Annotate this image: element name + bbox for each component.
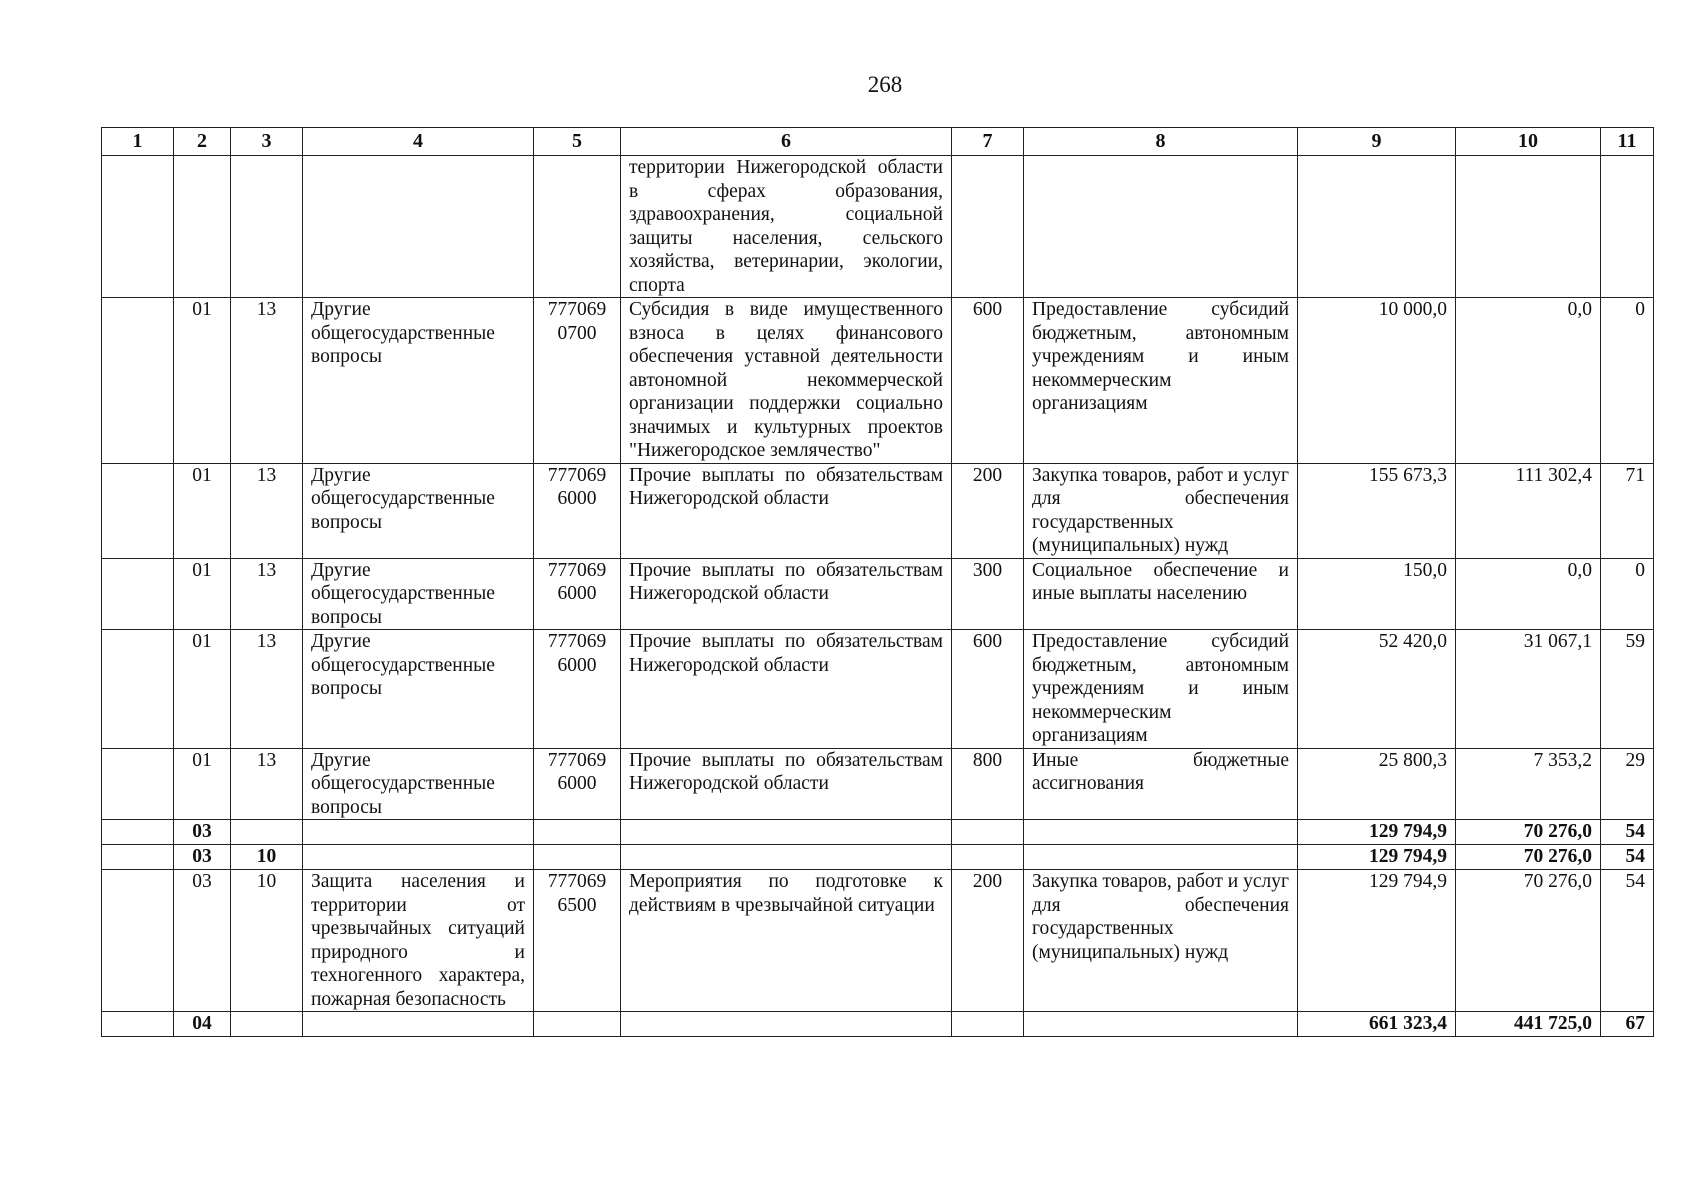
column-header-5: 5 [534, 128, 621, 156]
cell-col1 [102, 463, 174, 558]
cell-target-code [534, 820, 621, 845]
cell-target-code [534, 1012, 621, 1037]
column-header-9: 9 [1298, 128, 1456, 156]
cell-subsection-name [303, 156, 534, 298]
cell-expense-name: Предоставление субсидий бюджетным, автономным учреждениям и иным некоммерческим организациям [1024, 298, 1298, 464]
cell-percent [1601, 156, 1654, 298]
cell-expense-name: Социальное обеспечение и иные выплаты населению [1024, 558, 1298, 630]
cell-expense-type [952, 820, 1024, 845]
column-header-10: 10 [1456, 128, 1601, 156]
cell-planned: 129 794,9 [1298, 820, 1456, 845]
cell-col1 [102, 820, 174, 845]
cell-executed [1456, 156, 1601, 298]
column-header-11: 11 [1601, 128, 1654, 156]
cell-expense-type: 600 [952, 298, 1024, 464]
cell-expense-type [952, 156, 1024, 298]
cell-subsection-name [303, 1012, 534, 1037]
cell-col1 [102, 558, 174, 630]
cell-executed: 7 353,2 [1456, 748, 1601, 820]
cell-target-name: Прочие выплаты по обязательствам Нижегородской области [621, 558, 952, 630]
cell-subsection: 13 [231, 748, 303, 820]
cell-target-code: 777069 0700 [534, 298, 621, 464]
cell-col1 [102, 748, 174, 820]
cell-expense-type: 200 [952, 870, 1024, 1012]
table-row [102, 463, 1654, 558]
cell-subsection-name: Другие общегосударственные вопросы [303, 630, 534, 749]
cell-col1 [102, 156, 174, 298]
cell-planned [1298, 156, 1456, 298]
cell-percent: 67 [1601, 1012, 1654, 1037]
cell-percent: 54 [1601, 820, 1654, 845]
cell-target-name [621, 820, 952, 845]
cell-target-name: Прочие выплаты по обязательствам Нижегородской области [621, 630, 952, 749]
cell-target-name: Прочие выплаты по обязательствам Нижегородской области [621, 463, 952, 558]
cell-subsection-name: Другие общегосударственные вопросы [303, 558, 534, 630]
cell-subsection: 13 [231, 558, 303, 630]
cell-executed: 441 725,0 [1456, 1012, 1601, 1037]
subtotal-row [102, 820, 1654, 845]
cell-expense-type: 600 [952, 630, 1024, 749]
cell-expense-name: Иные бюджетные ассигнования [1024, 748, 1298, 820]
cell-planned: 129 794,9 [1298, 845, 1456, 870]
table-row [102, 558, 1654, 630]
cell-section: 04 [174, 1012, 231, 1037]
cell-expense-name [1024, 156, 1298, 298]
cell-section: 03 [174, 820, 231, 845]
cell-percent: 71 [1601, 463, 1654, 558]
cell-percent: 29 [1601, 748, 1654, 820]
cell-planned: 661 323,4 [1298, 1012, 1456, 1037]
cell-target-code [534, 156, 621, 298]
cell-expense-name [1024, 845, 1298, 870]
cell-target-code: 777069 6000 [534, 463, 621, 558]
cell-subsection: 10 [231, 845, 303, 870]
cell-planned: 25 800,3 [1298, 748, 1456, 820]
column-header-1: 1 [102, 128, 174, 156]
cell-subsection-name: Другие общегосударственные вопросы [303, 748, 534, 820]
cell-subsection-name: Другие общегосударственные вопросы [303, 298, 534, 464]
cell-target-name: Прочие выплаты по обязательствам Нижегородской области [621, 748, 952, 820]
cell-target-code: 777069 6000 [534, 630, 621, 749]
cell-executed: 31 067,1 [1456, 630, 1601, 749]
cell-percent: 0 [1601, 298, 1654, 464]
column-header-6: 6 [621, 128, 952, 156]
cell-target-code: 777069 6500 [534, 870, 621, 1012]
cell-executed: 70 276,0 [1456, 845, 1601, 870]
column-header-2: 2 [174, 128, 231, 156]
cell-planned: 150,0 [1298, 558, 1456, 630]
table-row [102, 298, 1654, 464]
cell-target-code: 777069 6000 [534, 558, 621, 630]
cell-section [174, 156, 231, 298]
subtotal-row [102, 845, 1654, 870]
cell-section: 03 [174, 845, 231, 870]
column-header-3: 3 [231, 128, 303, 156]
cell-planned: 155 673,3 [1298, 463, 1456, 558]
cell-subsection: 13 [231, 463, 303, 558]
cell-planned: 10 000,0 [1298, 298, 1456, 464]
column-header-7: 7 [952, 128, 1024, 156]
cell-percent: 59 [1601, 630, 1654, 749]
table-row [102, 748, 1654, 820]
cell-subsection-name: Другие общегосударственные вопросы [303, 463, 534, 558]
cell-executed: 70 276,0 [1456, 870, 1601, 1012]
cell-subsection-name: Защита населения и территории от чрезвычайных ситуаций природного и техногенного характера, пожарная безопасность [303, 870, 534, 1012]
page-number: 268 [867, 72, 903, 97]
cell-expense-name [1024, 820, 1298, 845]
cell-percent: 0 [1601, 558, 1654, 630]
cell-target-name [621, 1012, 952, 1037]
cell-section: 01 [174, 558, 231, 630]
cell-subsection: 13 [231, 630, 303, 749]
cell-subsection [231, 156, 303, 298]
cell-col1 [102, 845, 174, 870]
cell-col1 [102, 1012, 174, 1037]
cell-target-code: 777069 6000 [534, 748, 621, 820]
cell-section: 01 [174, 298, 231, 464]
cell-target-name [621, 845, 952, 870]
cell-expense-type [952, 845, 1024, 870]
column-header-8: 8 [1024, 128, 1298, 156]
cell-subsection: 10 [231, 870, 303, 1012]
table-row [102, 630, 1654, 749]
cell-target-name: Субсидия в виде имущественного взноса в целях финансового обеспечения уставной деятельности автономной некоммерческой организации поддержки социально значимых и культурных проектов "Нижегородское землячество" [621, 298, 952, 464]
cell-expense-type [952, 1012, 1024, 1037]
cell-expense-name: Предоставление субсидий бюджетным, автономным учреждениям и иным некоммерческим организациям [1024, 630, 1298, 749]
cell-planned: 52 420,0 [1298, 630, 1456, 749]
table-row [102, 870, 1654, 1012]
table-row [102, 156, 1654, 298]
cell-section: 01 [174, 630, 231, 749]
cell-target-name: территории Нижегородской области в сферах образования, здравоохранения, социальной защиты населения, сельского хозяйства, ветеринарии, экологии, спорта [621, 156, 952, 298]
cell-col1 [102, 630, 174, 749]
header-row [102, 128, 1654, 156]
cell-subsection-name [303, 820, 534, 845]
cell-executed: 70 276,0 [1456, 820, 1601, 845]
cell-subsection [231, 820, 303, 845]
cell-executed: 111 302,4 [1456, 463, 1601, 558]
cell-subsection: 13 [231, 298, 303, 464]
budget-table [101, 127, 1654, 1037]
cell-percent: 54 [1601, 845, 1654, 870]
subtotal-row [102, 1012, 1654, 1037]
cell-subsection-name [303, 845, 534, 870]
cell-executed: 0,0 [1456, 558, 1601, 630]
cell-section: 01 [174, 748, 231, 820]
cell-expense-name: Закупка товаров, работ и услуг для обеспечения государственных (муниципальных) нужд [1024, 463, 1298, 558]
cell-expense-name: Закупка товаров, работ и услуг для обеспечения государственных (муниципальных) нужд [1024, 870, 1298, 1012]
cell-target-code [534, 845, 621, 870]
cell-executed: 0,0 [1456, 298, 1601, 464]
cell-expense-name [1024, 1012, 1298, 1037]
cell-expense-type: 200 [952, 463, 1024, 558]
cell-percent: 54 [1601, 870, 1654, 1012]
column-header-4: 4 [303, 128, 534, 156]
cell-subsection [231, 1012, 303, 1037]
cell-expense-type: 300 [952, 558, 1024, 630]
cell-col1 [102, 870, 174, 1012]
cell-target-name: Мероприятия по подготовке к действиям в чрезвычайной ситуации [621, 870, 952, 1012]
cell-expense-type: 800 [952, 748, 1024, 820]
cell-section: 01 [174, 463, 231, 558]
cell-section: 03 [174, 870, 231, 1012]
cell-col1 [102, 298, 174, 464]
cell-planned: 129 794,9 [1298, 870, 1456, 1012]
